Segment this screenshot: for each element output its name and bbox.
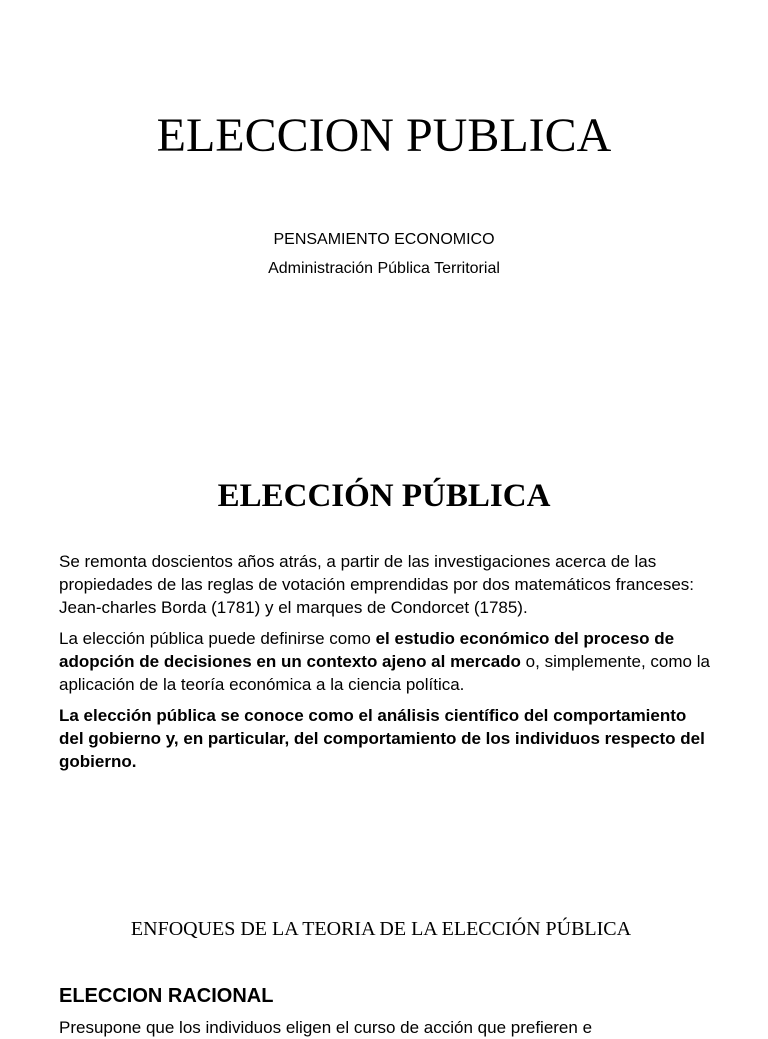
paragraph-definition-end: o, simplemente, como la aplicación de la teoría económica a la ciencia política. (59, 652, 710, 694)
slide-title (0, 0, 768, 430)
approaches-title: ENFOQUES DE LA TEORIA DE LA ELECCIÓN PÚBLICA (130, 918, 632, 940)
paragraph-definition-bold: el estudio económico del proceso de adopción de decisiones en un contexto ajeno al mercado (59, 629, 675, 671)
slide-definition (0, 430, 768, 860)
rational-choice-heading: ELECCION RACIONAL (59, 985, 274, 1007)
paragraph-history: Se remonta doscientos años atrás, a partir de las investigaciones acerca de las propiedades de las reglas de votación emprendidas por dos matemáticos franceses: Jean-charles Borda (1781) y el marques de Condorcet (1785). (59, 552, 695, 617)
section-body (59, 550, 711, 781)
page-title: ELECCION PUBLICA (156, 109, 612, 162)
paragraph-analysis: La elección pública se conoce como el análisis científico del comportamiento del gobierno y, en particular, del comportamiento de los individuos respecto del gobierno. (59, 706, 705, 771)
paragraph-definition (59, 627, 711, 696)
section-title: ELECCIÓN PÚBLICA (217, 478, 551, 514)
paragraph-definition-start: La elección pública puede definirse como (59, 629, 376, 648)
slide-approaches (0, 860, 768, 1037)
subtitle-program: Administración Pública Territorial (268, 260, 500, 277)
rational-choice-text: Presupone que los individuos eligen el curso de acción que prefieren e (59, 1018, 593, 1037)
subtitle-course: PENSAMIENTO ECONOMICO (273, 231, 495, 248)
